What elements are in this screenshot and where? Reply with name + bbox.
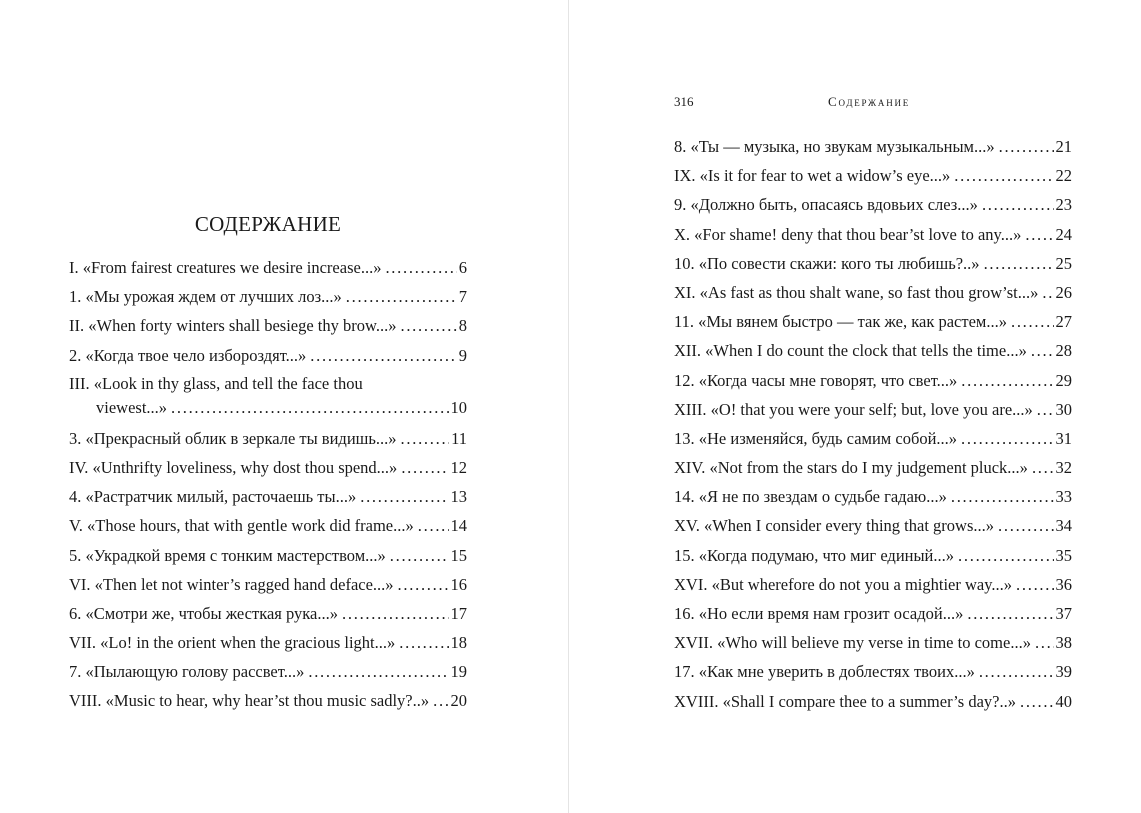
toc-entry-label: 10. «По совести скажи: кого ты любишь?..» xyxy=(674,253,980,273)
toc-entry[interactable] xyxy=(674,630,1072,659)
toc-entry-page: 16 xyxy=(450,574,467,594)
toc-entry-page: 21 xyxy=(1055,137,1072,156)
toc-entry[interactable] xyxy=(69,426,467,455)
toc-entry-label: XVII. «Who will believe my verse in time to come...» xyxy=(674,633,1031,653)
toc-entry-label: 2. «Когда твое чело избороздят...» xyxy=(69,345,307,365)
toc-entry-label: 9. «Должно быть, опасаясь вдовьих слез...» xyxy=(674,195,978,215)
toc-entry-label: XIV. «Not from the stars do I my judgement pluck...» xyxy=(674,458,1028,478)
dot-leader xyxy=(1025,222,1053,248)
toc-entry-page: 14 xyxy=(450,516,467,536)
dot-leader xyxy=(399,630,448,656)
toc-entry-page: 10 xyxy=(450,397,467,417)
toc-entry-label: 7. «Пылающую голову рассвет...» xyxy=(69,662,305,682)
toc-entry[interactable] xyxy=(69,255,467,284)
toc-entry-label: XVIII. «Shall I compare thee to a summer’s day?..» xyxy=(674,691,1016,711)
toc-entry[interactable] xyxy=(674,543,1072,572)
toc-entry[interactable] xyxy=(69,455,467,484)
dot-leader xyxy=(390,543,449,569)
dot-leader xyxy=(308,659,448,685)
toc-entry-label: 16. «Но если время нам грозит осадой...» xyxy=(674,604,964,623)
toc-entry-page: 36 xyxy=(1055,574,1072,594)
toc-entry[interactable] xyxy=(674,484,1072,513)
toc-entry-label: X. «For shame! deny that thou bear’st love to any...» xyxy=(674,224,1022,244)
toc-entry[interactable] xyxy=(69,484,467,513)
toc-entry[interactable] xyxy=(69,688,467,717)
toc-entry[interactable] xyxy=(674,309,1072,338)
dot-leader xyxy=(401,426,450,452)
toc-entry-label: 17. «Как мне уверить в доблестях твоих...» xyxy=(674,662,975,682)
toc-entry[interactable] xyxy=(674,601,1072,630)
toc-entry[interactable] xyxy=(69,313,467,342)
toc-entry-page: 17 xyxy=(450,603,467,623)
toc-entry[interactable] xyxy=(674,426,1072,455)
toc-entry[interactable] xyxy=(674,513,1072,542)
toc-entry[interactable] xyxy=(69,601,467,630)
left-page xyxy=(0,0,568,813)
toc-entry-label: IV. «Unthrifty loveliness, why dost thou spend...» xyxy=(69,457,398,477)
toc-entry[interactable] xyxy=(69,372,467,426)
dot-leader xyxy=(961,426,1053,452)
toc-entry-page: 29 xyxy=(1055,370,1072,390)
toc-entry-continuation xyxy=(69,396,467,420)
toc-entry-page: 37 xyxy=(1055,604,1072,623)
toc-entry-page: 26 xyxy=(1055,282,1072,302)
dot-leader xyxy=(1016,572,1053,598)
dot-leader xyxy=(401,455,448,481)
toc-entry-page: 20 xyxy=(450,691,467,711)
dot-leader xyxy=(967,601,1053,627)
toc-entry[interactable] xyxy=(674,280,1072,309)
toc-entry-label: 14. «Я не по звездам о судьбе гадаю...» xyxy=(674,487,947,507)
toc-entry-label: VIII. «Music to hear, why hear’st thou music sadly?..» xyxy=(69,691,430,711)
toc-entry-label: 4. «Растратчик милый, расточаешь ты...» xyxy=(69,487,357,507)
dot-leader xyxy=(398,572,449,598)
toc-entry-label: VI. «Then let not winter’s ragged hand deface...» xyxy=(69,574,394,594)
toc-entry-page: 8 xyxy=(458,316,467,336)
toc-entry[interactable] xyxy=(69,284,467,313)
toc-entry-page: 23 xyxy=(1055,195,1072,215)
dot-leader xyxy=(310,343,456,369)
dot-leader xyxy=(400,313,456,339)
toc-entry-label: 8. «Ты — музыка, но звукам музыкальным...» xyxy=(674,137,995,156)
toc-title: СОДЕРЖАНИЕ xyxy=(194,212,342,236)
dot-leader xyxy=(984,251,1054,277)
dot-leader xyxy=(1037,397,1054,423)
toc-entry[interactable] xyxy=(674,572,1072,601)
toc-entry[interactable] xyxy=(674,222,1072,251)
toc-entry[interactable] xyxy=(674,251,1072,280)
toc-entry-label: III. «Look in thy glass, and tell the face thou xyxy=(69,373,363,393)
dot-leader xyxy=(1042,280,1053,306)
toc-entry-page: 34 xyxy=(1055,516,1072,536)
toc-entry-page: 12 xyxy=(450,457,467,477)
toc-entry-label: IX. «Is it for fear to wet a widow’s eye...» xyxy=(674,166,951,186)
dot-leader xyxy=(385,255,456,281)
toc-entry[interactable] xyxy=(674,689,1072,718)
dot-leader xyxy=(418,513,449,539)
dot-leader xyxy=(1031,338,1054,364)
toc-entry-page: 24 xyxy=(1055,224,1072,244)
toc-entry[interactable] xyxy=(674,659,1072,688)
dot-leader xyxy=(954,163,1053,189)
toc-entry-label: 5. «Украдкой время с тонким мастерством...» xyxy=(69,545,386,565)
toc-entry-label: XI. «As fast as thou shalt wane, so fast thou grow’st...» xyxy=(674,282,1039,302)
toc-entry-page: 39 xyxy=(1055,662,1072,682)
page-number: 316 xyxy=(674,94,694,109)
toc-entry-page: 13 xyxy=(450,487,467,507)
toc-entry[interactable] xyxy=(69,659,467,688)
toc-entry-page: 31 xyxy=(1055,428,1072,448)
toc-entry-label: XV. «When I consider every thing that grows...» xyxy=(674,516,995,536)
toc-entry[interactable] xyxy=(674,338,1072,367)
toc-entry-page: 27 xyxy=(1055,312,1072,332)
toc-entry[interactable] xyxy=(69,572,467,601)
toc-entry[interactable] xyxy=(69,343,467,372)
toc-entry-page: 25 xyxy=(1055,253,1072,273)
toc-entry-label: II. «When forty winters shall besiege thy brow...» xyxy=(69,316,397,336)
dot-leader xyxy=(999,134,1054,160)
dot-leader xyxy=(982,192,1054,218)
toc-entry-page: 28 xyxy=(1055,341,1072,361)
toc-entry-label-cont: viewest...» xyxy=(96,397,168,417)
dot-leader xyxy=(1035,630,1054,656)
toc-entry-page: 11 xyxy=(451,428,467,448)
toc-entry-page: 35 xyxy=(1055,545,1072,565)
toc-entry[interactable] xyxy=(674,368,1072,397)
toc-entry-label: 15. «Когда подумаю, что миг единый...» xyxy=(674,545,955,565)
toc-entry-page: 30 xyxy=(1055,399,1072,419)
toc-entry-page: 40 xyxy=(1055,691,1072,711)
toc-entry[interactable] xyxy=(674,163,1072,192)
dot-leader xyxy=(346,284,457,310)
toc-entry-page: 9 xyxy=(458,345,467,365)
toc-entry-label: 1. «Мы урожая ждем от лучших лоз...» xyxy=(69,287,342,307)
right-page xyxy=(569,0,1141,813)
toc-entry-label: V. «Those hours, that with gentle work did frame...» xyxy=(69,516,414,536)
dot-leader xyxy=(958,543,1053,569)
toc-entry-page: 7 xyxy=(458,287,467,307)
toc-list-left xyxy=(69,255,467,718)
toc-entry-label: XII. «When I do count the clock that tells the time...» xyxy=(674,341,1027,361)
toc-entry-label: 12. «Когда часы мне говорят, что свет...» xyxy=(674,370,958,390)
toc-entry[interactable] xyxy=(674,192,1072,221)
toc-entry-label: 11. «Мы вянем быстро — так же, как растем...» xyxy=(674,312,1007,332)
dot-leader xyxy=(1011,309,1054,335)
dot-leader xyxy=(433,688,448,714)
toc-entry-label: XIII. «O! that you were your self; but, love you are...» xyxy=(674,399,1033,419)
toc-entry-page: 32 xyxy=(1055,458,1072,478)
dot-leader xyxy=(998,513,1053,539)
toc-entry-page: 22 xyxy=(1055,166,1072,186)
toc-entry-label: VII. «Lo! in the orient when the gracious light...» xyxy=(69,633,396,653)
dot-leader xyxy=(979,659,1054,685)
toc-entry[interactable] xyxy=(69,513,467,542)
toc-entry-label: 6. «Смотри же, чтобы жесткая рука...» xyxy=(69,603,339,623)
toc-entry-label: I. «From fairest creatures we desire increase...» xyxy=(69,258,382,277)
running-head xyxy=(674,94,1070,112)
dot-leader xyxy=(342,601,448,627)
toc-entry[interactable] xyxy=(674,134,1072,163)
toc-entry-page: 33 xyxy=(1055,487,1072,507)
running-head-title: Содержание xyxy=(828,94,911,109)
toc-entry-label: XVI. «But wherefore do not you a mightier way...» xyxy=(674,574,1013,594)
dot-leader xyxy=(951,484,1054,510)
toc-entry[interactable] xyxy=(674,397,1072,426)
dot-leader xyxy=(1020,689,1054,715)
dot-leader xyxy=(360,484,448,510)
toc-entry-label: 3. «Прекрасный облик в зеркале ты видишь...» xyxy=(69,428,397,448)
dot-leader xyxy=(961,368,1053,394)
toc-entry[interactable] xyxy=(69,630,467,659)
toc-entry[interactable] xyxy=(69,543,467,572)
dot-leader xyxy=(1032,455,1054,481)
toc-entry-page: 19 xyxy=(450,662,467,682)
toc-entry-page: 38 xyxy=(1055,633,1072,653)
toc-entry-label: 13. «Не изменяйся, будь самим собой...» xyxy=(674,428,958,448)
toc-list-right xyxy=(674,134,1072,718)
dot-leader xyxy=(171,396,448,420)
toc-entry-page: 6 xyxy=(458,258,467,277)
toc-entry-page: 18 xyxy=(450,633,467,653)
toc-entry[interactable] xyxy=(674,455,1072,484)
toc-entry-page: 15 xyxy=(450,545,467,565)
